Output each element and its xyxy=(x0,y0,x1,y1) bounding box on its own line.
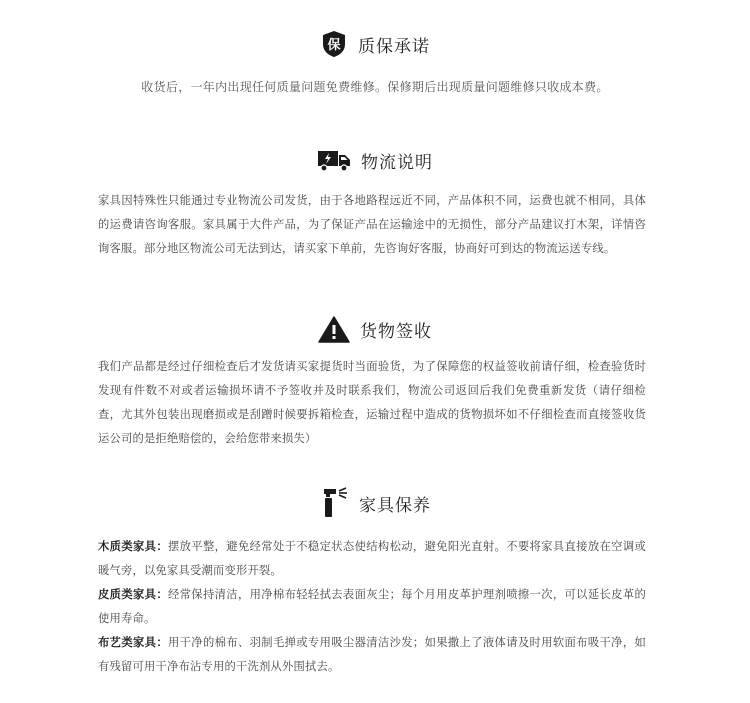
logistics-title: 物流说明 xyxy=(361,152,433,173)
care-title: 家具保养 xyxy=(359,495,431,516)
warranty-heading xyxy=(0,26,750,62)
care-item-fabric xyxy=(98,631,646,679)
logistics-section xyxy=(0,142,750,178)
svg-text:保: 保 xyxy=(327,38,341,53)
care-label-leather: 皮质类家具： xyxy=(98,588,168,601)
receipt-title: 货物签收 xyxy=(360,321,432,342)
care-label-fabric: 布艺类家具： xyxy=(98,636,168,649)
spray-bottle-icon xyxy=(319,487,349,519)
care-heading xyxy=(0,485,750,521)
care-item-wood xyxy=(98,535,646,583)
receipt-section xyxy=(0,311,750,347)
care-text-leather: 经常保持清洁，用净棉布轻轻拭去表面灰尘；每个月用皮革护理剂喷擦一次，可以延长皮革的使用寿命。 xyxy=(98,588,646,625)
care-section xyxy=(0,485,750,521)
logistics-heading xyxy=(0,142,750,178)
care-list xyxy=(98,535,646,679)
care-text-fabric: 用干净的棉布、羽制毛掸或专用吸尘器清洁沙发；如果撒上了液体请及时用软面布吸干净，如有残留可用干净布沾专用的干洗剂从外围拭去。 xyxy=(98,636,646,673)
warranty-text: 收货后，一年内出现任何质量问题免费维修。保修期后出现质量问题维修只收成本费。 xyxy=(141,80,609,94)
care-label-wood: 木质类家具： xyxy=(98,540,168,553)
warranty-section xyxy=(0,26,750,62)
warranty-title: 质保承诺 xyxy=(358,36,430,57)
care-item-leather xyxy=(98,583,646,631)
care-text-wood: 摆放平整，避免经常处于不稳定状态使结构松动，避免阳光直射。不要将家具直接放在空调或暖气旁，以免家具受潮而变形开裂。 xyxy=(98,540,646,577)
logistics-text: 家具因特殊性只能通过专业物流公司发货，由于各地路程远近不同，产品体积不同，运费也就不相同，具体的运费请咨询客服。家具属于大件产品，为了保证产品在运输途中的无损性，部分产品建议打木架，详情咨询客服。部分地区物流公司无法到达，请买家下单前，先咨询好客服，协商好可到达的物流运送专线。 xyxy=(98,194,646,255)
warning-triangle-icon xyxy=(318,315,350,343)
delivery-truck-icon xyxy=(317,146,351,174)
shield-bao-icon xyxy=(320,30,348,58)
receipt-text: 我们产品都是经过仔细检查后才发货请买家提货时当面验货，为了保障您的权益签收前请仔细，检查验货时发现有件数不对或者运输损坏请不予签收并及时联系我们，物流公司返回后我们免费重新发货（请仔细检查，尤其外包装出现磨损或是刮蹭时候要拆箱检查，运输过程中造成的货物损坏如不仔细检查而直接签收货运公司的是拒绝赔偿的，会给您带来损失） xyxy=(98,360,646,445)
receipt-heading xyxy=(0,311,750,347)
